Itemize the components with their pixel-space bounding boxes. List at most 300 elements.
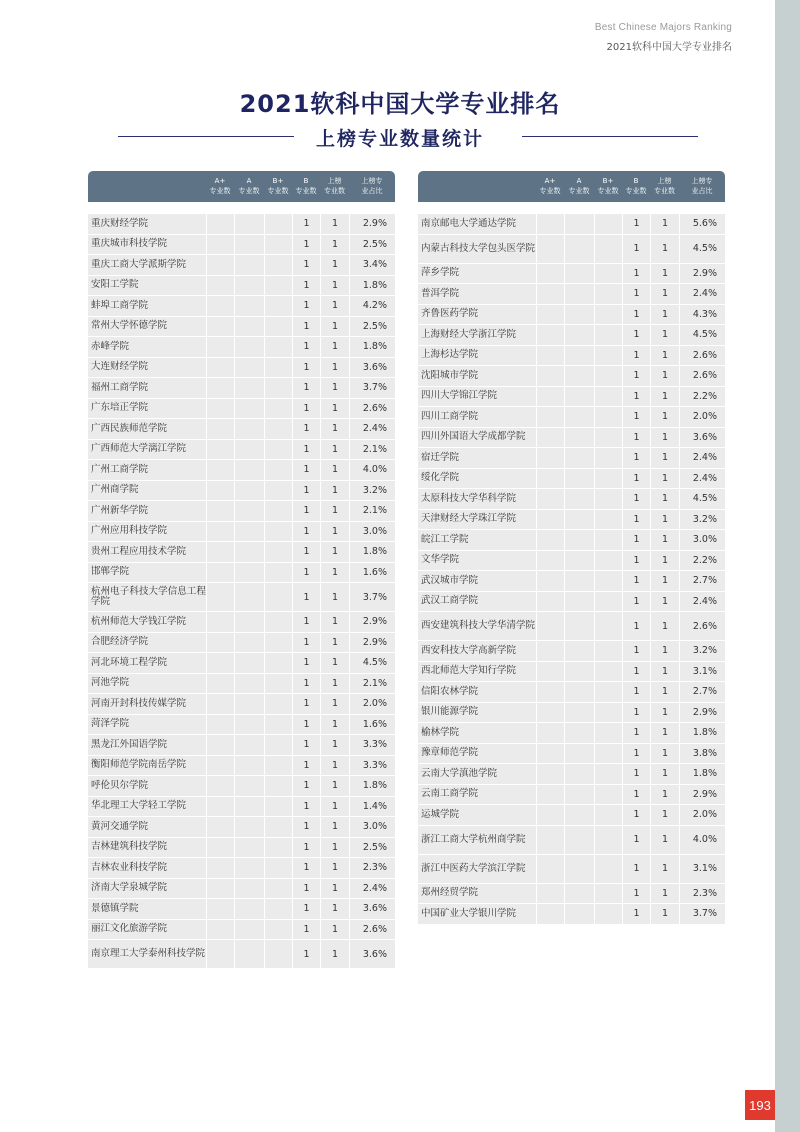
a-count (234, 563, 264, 583)
listed-count: 1 (320, 858, 349, 878)
table-row (88, 419, 395, 440)
b-count: 1 (292, 715, 320, 735)
table-row (88, 797, 395, 818)
a-count (234, 440, 264, 460)
school-name: 景德镇学院 (91, 902, 139, 914)
a-plus-count (206, 633, 234, 653)
a-count (234, 797, 264, 817)
b-plus-count (264, 522, 292, 542)
a-plus-count (536, 407, 564, 427)
b-count: 1 (622, 855, 650, 883)
a-plus-count (536, 510, 564, 530)
b-plus-count (594, 407, 622, 427)
a-count (564, 235, 594, 263)
a-plus-count (206, 399, 234, 419)
subtitle-rule-right (522, 136, 698, 137)
listed-ratio: 2.1% (349, 501, 395, 521)
listed-ratio: 2.6% (679, 612, 725, 640)
table-row (88, 756, 395, 777)
b-plus-count (594, 805, 622, 825)
school-name: 四川外国语大学成都学院 (421, 431, 526, 443)
b-count: 1 (292, 563, 320, 583)
b-plus-count (594, 641, 622, 661)
listed-count: 1 (650, 641, 679, 661)
b-count: 1 (622, 592, 650, 612)
school-name: 西安科技大学高新学院 (421, 644, 517, 656)
listed-count: 1 (650, 489, 679, 509)
b-plus-count (594, 703, 622, 723)
school-name: 宿迁学院 (421, 451, 460, 463)
a-plus-count (536, 387, 564, 407)
page-title: 2021软科中国大学专业排名 (239, 90, 561, 118)
table-row (418, 235, 725, 264)
listed-ratio: 3.0% (349, 817, 395, 837)
b-plus-count (264, 674, 292, 694)
a-count (234, 735, 264, 755)
a-count (564, 264, 594, 284)
b-count: 1 (292, 522, 320, 542)
b-plus-count (594, 510, 622, 530)
a-count (234, 542, 264, 562)
b-plus-count (594, 551, 622, 571)
listed-count: 1 (320, 920, 349, 940)
b-count: 1 (622, 346, 650, 366)
a-count (234, 214, 264, 234)
table-row (418, 904, 725, 925)
a-plus-count (206, 776, 234, 796)
listed-ratio: 3.2% (679, 510, 725, 530)
listed-count: 1 (320, 501, 349, 521)
school-name: 广东培正学院 (91, 402, 149, 414)
b-count: 1 (292, 674, 320, 694)
table-row (418, 510, 725, 531)
school-name: 武汉工商学院 (421, 595, 479, 607)
b-plus-count (264, 255, 292, 275)
a-count (564, 387, 594, 407)
listed-count: 1 (320, 214, 349, 234)
a-plus-count (206, 440, 234, 460)
listed-count: 1 (320, 255, 349, 275)
a-count (564, 641, 594, 661)
table-row (418, 744, 725, 765)
listed-ratio: 4.5% (349, 653, 395, 673)
a-count (234, 612, 264, 632)
a-count (234, 940, 264, 968)
b-count: 1 (622, 571, 650, 591)
b-count: 1 (622, 510, 650, 530)
listed-count: 1 (650, 530, 679, 550)
listed-ratio: 4.0% (349, 460, 395, 480)
school-name: 西北师范大学知行学院 (421, 665, 517, 677)
b-plus-count (264, 399, 292, 419)
listed-ratio: 2.5% (349, 317, 395, 337)
b-plus-count (264, 542, 292, 562)
a-plus-count (536, 489, 564, 509)
b-plus-count (594, 662, 622, 682)
listed-count: 1 (650, 592, 679, 612)
a-count (564, 703, 594, 723)
listed-count: 1 (650, 325, 679, 345)
header-a: A 专业数 (238, 177, 260, 195)
listed-ratio: 3.0% (349, 522, 395, 542)
table-header (418, 171, 725, 202)
school-name: 云南大学滇池学院 (421, 767, 498, 779)
a-count (234, 460, 264, 480)
listed-count: 1 (650, 387, 679, 407)
a-count (564, 571, 594, 591)
table-row (88, 460, 395, 481)
b-count: 1 (292, 419, 320, 439)
b-count: 1 (292, 735, 320, 755)
table-row (88, 501, 395, 522)
a-plus-count (206, 460, 234, 480)
listed-ratio: 2.3% (679, 884, 725, 904)
a-plus-count (536, 703, 564, 723)
a-count (564, 325, 594, 345)
b-plus-count (264, 756, 292, 776)
listed-count: 1 (650, 682, 679, 702)
listed-count: 1 (650, 764, 679, 784)
listed-count: 1 (320, 797, 349, 817)
a-plus-count (206, 735, 234, 755)
a-plus-count (206, 214, 234, 234)
listed-ratio: 2.1% (349, 440, 395, 460)
a-plus-count (206, 879, 234, 899)
b-count: 1 (622, 612, 650, 640)
a-plus-count (536, 448, 564, 468)
b-count: 1 (292, 797, 320, 817)
b-plus-count (594, 855, 622, 883)
school-name: 常州大学怀德学院 (91, 320, 168, 332)
table-row (88, 899, 395, 920)
a-count (234, 817, 264, 837)
b-plus-count (594, 214, 622, 234)
b-plus-count (594, 904, 622, 924)
running-header-en: Best Chinese Majors Ranking (594, 22, 732, 33)
listed-count: 1 (650, 407, 679, 427)
a-count (234, 858, 264, 878)
a-plus-count (536, 662, 564, 682)
listed-ratio: 2.9% (349, 633, 395, 653)
school-name: 浙江工商大学杭州商学院 (421, 833, 526, 845)
listed-count: 1 (320, 378, 349, 398)
table-row (418, 387, 725, 408)
a-plus-count (206, 817, 234, 837)
a-plus-count (206, 674, 234, 694)
b-count: 1 (292, 255, 320, 275)
b-count: 1 (292, 378, 320, 398)
header-gap (418, 202, 725, 214)
right-table (418, 171, 725, 925)
listed-count: 1 (650, 612, 679, 640)
listed-count: 1 (320, 440, 349, 460)
school-name: 蚌埠工商学院 (91, 299, 149, 311)
b-plus-count (264, 337, 292, 357)
listed-count: 1 (320, 633, 349, 653)
listed-ratio: 4.0% (679, 826, 725, 854)
listed-ratio: 1.8% (349, 337, 395, 357)
a-plus-count (536, 428, 564, 448)
listed-ratio: 4.5% (679, 489, 725, 509)
a-count (234, 694, 264, 714)
table-header (88, 171, 395, 202)
b-count: 1 (292, 756, 320, 776)
a-count (234, 838, 264, 858)
table-row (88, 378, 395, 399)
b-plus-count (594, 785, 622, 805)
b-plus-count (264, 235, 292, 255)
a-count (234, 674, 264, 694)
table-row (88, 440, 395, 461)
school-name: 普洱学院 (421, 287, 460, 299)
a-plus-count (206, 317, 234, 337)
a-plus-count (536, 346, 564, 366)
school-name: 运城学院 (421, 808, 460, 820)
a-count (564, 510, 594, 530)
table-row (88, 214, 395, 235)
a-plus-count (206, 612, 234, 632)
table-row (418, 884, 725, 905)
a-plus-count (536, 571, 564, 591)
listed-count: 1 (320, 358, 349, 378)
b-count: 1 (292, 542, 320, 562)
a-count (234, 235, 264, 255)
a-plus-count (206, 858, 234, 878)
a-count (564, 826, 594, 854)
header-name-cell (88, 171, 206, 202)
b-plus-count (264, 899, 292, 919)
table-row (88, 522, 395, 543)
listed-count: 1 (650, 805, 679, 825)
a-plus-count (536, 264, 564, 284)
b-plus-count (594, 571, 622, 591)
school-name: 天津财经大学珠江学院 (421, 513, 517, 525)
a-count (564, 428, 594, 448)
b-plus-count (264, 440, 292, 460)
table-row (88, 542, 395, 563)
a-plus-count (536, 366, 564, 386)
school-name: 赤峰学院 (91, 340, 130, 352)
table-row (88, 653, 395, 674)
listed-ratio: 2.6% (679, 346, 725, 366)
a-plus-count (206, 296, 234, 316)
b-plus-count (594, 682, 622, 702)
b-count: 1 (622, 366, 650, 386)
school-name: 上海杉达学院 (421, 349, 479, 361)
b-count: 1 (622, 723, 650, 743)
a-plus-count (206, 756, 234, 776)
left-table-body (88, 214, 395, 969)
school-name: 杭州电子科技大学信息工程学院 (91, 586, 206, 607)
b-count: 1 (292, 235, 320, 255)
b-plus-count (264, 776, 292, 796)
listed-count: 1 (320, 317, 349, 337)
a-count (234, 296, 264, 316)
a-plus-count (206, 940, 234, 968)
listed-ratio: 3.7% (349, 378, 395, 398)
table-row (88, 583, 395, 612)
a-plus-count (536, 785, 564, 805)
a-count (564, 855, 594, 883)
listed-count: 1 (320, 653, 349, 673)
school-name: 广州商学院 (91, 484, 139, 496)
listed-count: 1 (650, 510, 679, 530)
a-count (234, 879, 264, 899)
b-plus-count (264, 214, 292, 234)
page-number: 193 (745, 1090, 775, 1120)
listed-ratio: 3.8% (679, 744, 725, 764)
school-name: 邯郸学院 (91, 566, 130, 578)
listed-ratio: 2.6% (679, 366, 725, 386)
header-b: B 专业数 (295, 177, 317, 195)
school-name: 重庆城市科技学院 (91, 238, 168, 250)
table-row (418, 682, 725, 703)
right-table-body (418, 214, 725, 925)
table-row (88, 694, 395, 715)
b-count: 1 (622, 530, 650, 550)
header-name-cell (418, 171, 536, 202)
b-plus-count (264, 715, 292, 735)
listed-ratio: 2.3% (349, 858, 395, 878)
school-name: 黑龙江外国语学院 (91, 738, 168, 750)
a-plus-count (206, 899, 234, 919)
a-plus-count (536, 214, 564, 234)
b-count: 1 (292, 583, 320, 611)
a-count (564, 884, 594, 904)
listed-ratio: 2.0% (679, 805, 725, 825)
a-count (234, 337, 264, 357)
b-count: 1 (622, 387, 650, 407)
header-listed-ratio: 上榜专 业占比 (691, 177, 713, 195)
listed-ratio: 3.4% (349, 255, 395, 275)
listed-ratio: 2.4% (679, 448, 725, 468)
b-plus-count (264, 481, 292, 501)
listed-ratio: 3.3% (349, 756, 395, 776)
listed-count: 1 (320, 694, 349, 714)
b-plus-count (264, 317, 292, 337)
school-name: 杭州师范大学钱江学院 (91, 615, 187, 627)
listed-count: 1 (320, 879, 349, 899)
a-count (564, 305, 594, 325)
listed-count: 1 (320, 481, 349, 501)
listed-ratio: 4.2% (349, 296, 395, 316)
b-count: 1 (622, 284, 650, 304)
a-count (234, 920, 264, 940)
a-count (564, 530, 594, 550)
listed-ratio: 1.8% (679, 764, 725, 784)
a-plus-count (536, 826, 564, 854)
listed-ratio: 3.6% (679, 428, 725, 448)
b-count: 1 (622, 407, 650, 427)
b-plus-count (264, 797, 292, 817)
a-plus-count (206, 797, 234, 817)
b-plus-count (264, 920, 292, 940)
school-name: 银川能源学院 (421, 706, 479, 718)
table-row (418, 530, 725, 551)
a-count (234, 653, 264, 673)
listed-count: 1 (650, 366, 679, 386)
table-row (418, 703, 725, 724)
b-count: 1 (622, 805, 650, 825)
school-name: 广州工商学院 (91, 463, 149, 475)
b-count: 1 (622, 305, 650, 325)
b-count: 1 (622, 884, 650, 904)
listed-ratio: 2.6% (349, 399, 395, 419)
a-plus-count (206, 235, 234, 255)
table-row (88, 858, 395, 879)
b-plus-count (264, 940, 292, 968)
table-row (418, 592, 725, 613)
header-a-plus: A+ 专业数 (539, 177, 561, 195)
listed-ratio: 1.6% (349, 715, 395, 735)
school-name: 丽江文化旅游学院 (91, 923, 168, 935)
table-row (88, 337, 395, 358)
a-plus-count (206, 481, 234, 501)
listed-count: 1 (320, 612, 349, 632)
a-plus-count (206, 522, 234, 542)
b-count: 1 (622, 703, 650, 723)
a-count (234, 481, 264, 501)
table-row (88, 633, 395, 654)
table-row (88, 399, 395, 420)
listed-ratio: 3.6% (349, 940, 395, 968)
table-row (418, 641, 725, 662)
a-plus-count (206, 715, 234, 735)
listed-ratio: 1.4% (349, 797, 395, 817)
listed-ratio: 2.4% (679, 592, 725, 612)
school-name: 福州工商学院 (91, 381, 149, 393)
school-name: 榆林学院 (421, 726, 460, 738)
listed-count: 1 (650, 662, 679, 682)
a-count (564, 448, 594, 468)
a-plus-count (206, 542, 234, 562)
school-name: 四川工商学院 (421, 410, 479, 422)
listed-count: 1 (650, 305, 679, 325)
listed-count: 1 (650, 904, 679, 924)
listed-count: 1 (650, 448, 679, 468)
table-row (418, 662, 725, 683)
a-count (234, 419, 264, 439)
listed-count: 1 (320, 899, 349, 919)
a-plus-count (206, 337, 234, 357)
listed-count: 1 (650, 855, 679, 883)
b-plus-count (594, 366, 622, 386)
table-row (418, 805, 725, 826)
school-name: 吉林农业科技学院 (91, 861, 168, 873)
a-count (564, 284, 594, 304)
listed-ratio: 3.7% (679, 904, 725, 924)
a-plus-count (206, 838, 234, 858)
table-row (88, 612, 395, 633)
b-count: 1 (622, 428, 650, 448)
listed-ratio: 1.8% (349, 542, 395, 562)
b-count: 1 (292, 817, 320, 837)
a-plus-count (536, 855, 564, 883)
b-plus-count (264, 419, 292, 439)
a-count (234, 358, 264, 378)
a-count (234, 583, 264, 611)
b-count: 1 (292, 276, 320, 296)
b-count: 1 (292, 296, 320, 316)
school-name: 豫章师范学院 (421, 747, 479, 759)
school-name: 太原科技大学华科学院 (421, 492, 517, 504)
b-count: 1 (292, 858, 320, 878)
table-row (88, 563, 395, 584)
school-name: 浙江中医药大学滨江学院 (421, 862, 526, 874)
listed-count: 1 (320, 399, 349, 419)
b-count: 1 (622, 904, 650, 924)
a-plus-count (206, 653, 234, 673)
